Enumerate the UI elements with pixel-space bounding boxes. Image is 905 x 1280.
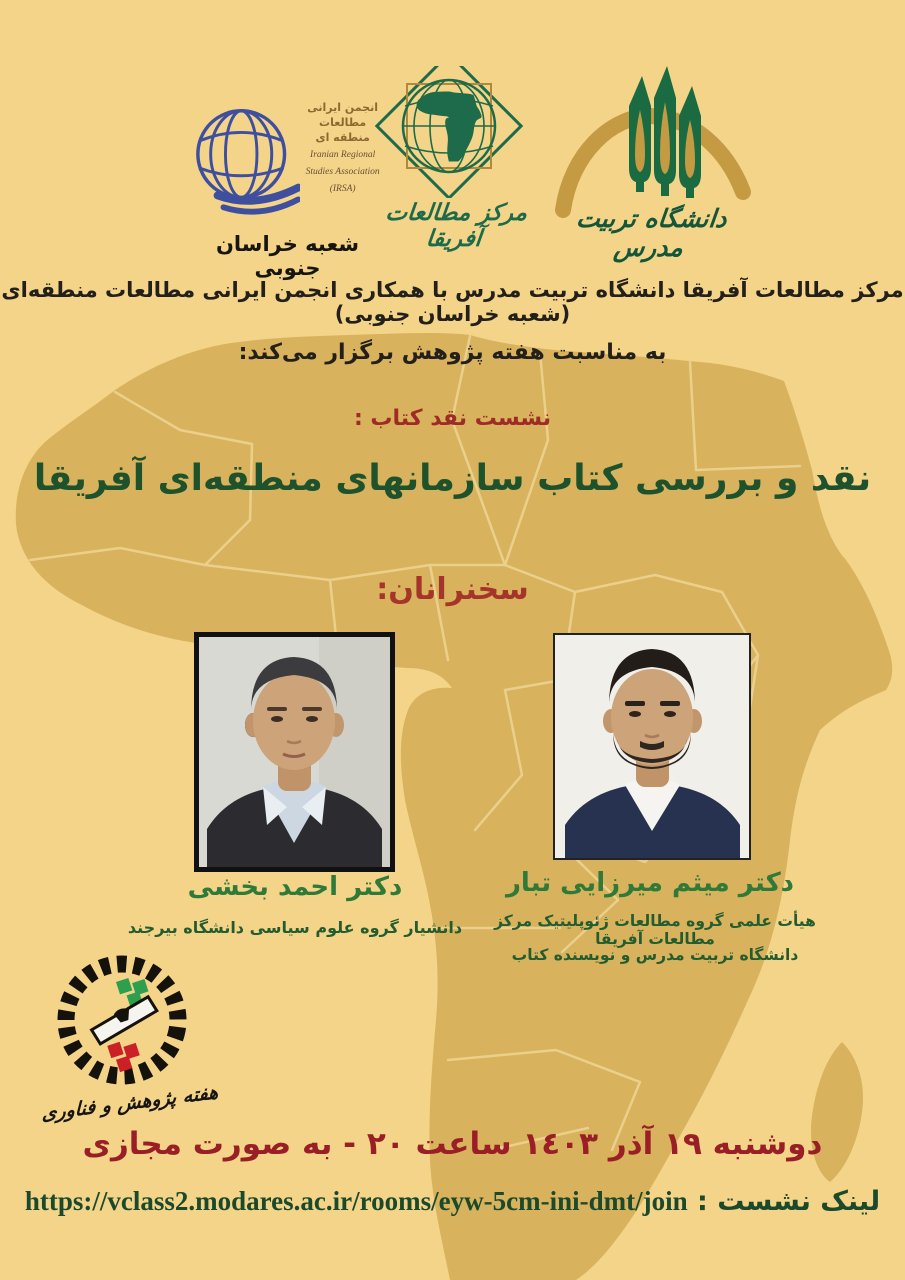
irsa-fa-name-3: منطقه ای [315, 131, 370, 144]
irsa-en-name-1: Iranian Regional [310, 150, 376, 160]
irsa-fa-name-2: مطالعات [319, 116, 367, 129]
session-kicker: نشست نقد کتاب : [353, 406, 552, 431]
session-link-line [0, 1186, 905, 1217]
logo-row [0, 48, 905, 280]
research-week-emblem-icon [42, 948, 202, 1098]
speaker-left-affiliation: دانشیار گروه علوم سیاسی دانشگاه بیرجند [127, 918, 463, 937]
irsa-logo [190, 96, 385, 296]
speaker-photo-left [194, 632, 395, 872]
tmu-emblem-icon [545, 58, 755, 218]
event-datetime: دوشنبه ١٩ آذر ١٤٠٣ ساعت ٢٠ - به صورت مجازی [82, 1126, 823, 1162]
speaker-left-name: دکتر احمد بخشی [187, 872, 403, 902]
speaker-photo-right [553, 633, 751, 860]
africa-studies-center-logo [360, 66, 550, 256]
organizer-line: مرکز مطالعات آفریقا دانشگاه تربیت مدرس با همکاری انجمن ایرانی مطالعات منطقه‌ای (شعبه خراسان جنوبی) [1, 278, 904, 326]
research-week-logo [42, 948, 202, 1098]
speaker-right-portrait [555, 635, 749, 858]
irsa-en-name-3: (IRSA) [329, 184, 356, 194]
session-link-label: لینک نشست : [697, 1186, 881, 1217]
irsa-en-name-2: Studies Association [305, 167, 380, 177]
speakers-heading: سخنرانان: [376, 572, 529, 607]
speaker-left-portrait [199, 637, 390, 867]
africa-studies-caption: مرکز مطالعات آفریقا [384, 200, 529, 252]
session-title: نقد و بررسی کتاب سازمانهای منطقه‌ای آفریقا [33, 458, 872, 499]
africa-studies-emblem-icon [360, 66, 550, 198]
research-week-caption: هفته پژوهش و فناوری [41, 1081, 219, 1125]
irsa-text-block [300, 96, 385, 226]
occasion-line: به مناسبت هفته پژوهش برگزار می‌کند: [238, 340, 667, 365]
irsa-fa-name-1: انجمن ایرانی [307, 101, 378, 114]
irsa-branch-label: شعبه خراسان جنوبی [216, 232, 359, 280]
tmu-logo [545, 58, 755, 262]
session-link-url[interactable]: https://vclass2.modares.ac.ir/rooms/eyw-5cm-ini-dmt/join [24, 1186, 688, 1216]
tmu-caption: دانشگاه تربیت مدرس [574, 204, 729, 262]
irsa-globe-icon [190, 96, 300, 226]
speaker-right-affiliation-1: هیأت علمی گروه مطالعات ژئوپلیتیک مرکز مطالعات آفریقا [494, 912, 816, 948]
speaker-right-name: دکتر میثم میرزایی تبار [505, 868, 795, 898]
speaker-right-affiliation-2: دانشگاه تربیت مدرس و نویسنده کتاب [511, 946, 799, 964]
